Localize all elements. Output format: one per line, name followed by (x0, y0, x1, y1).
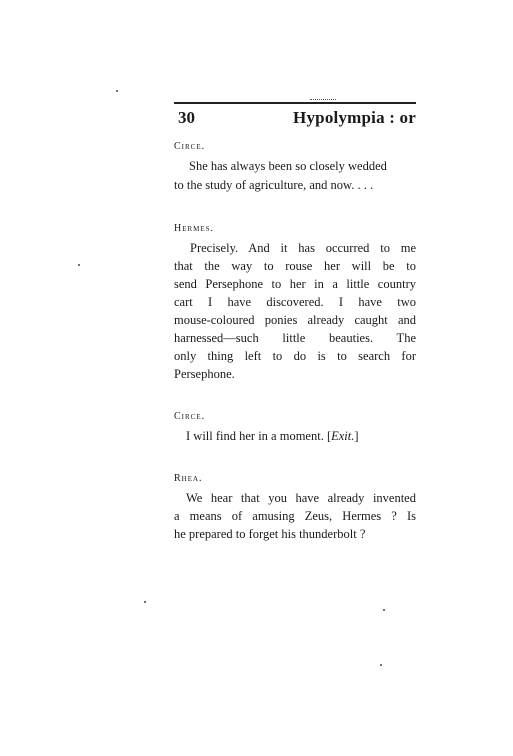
speech-line: cart I have discovered. I have two (174, 295, 416, 309)
bracket-close: ] (354, 429, 359, 443)
speech-line: Persephone. (174, 367, 235, 381)
speech-line: harnessed—such little beauties. The (174, 331, 416, 345)
scan-speck (78, 264, 80, 266)
speech-line: only thing left to do is to search for (174, 349, 416, 363)
scan-speck (116, 90, 118, 92)
speech-line: send Persephone to her in a little country (174, 277, 416, 291)
page-header (174, 106, 416, 130)
speech-line: to the study of agriculture, and now. . . . (174, 178, 374, 192)
speech-line: We hear that you have already invented (186, 491, 416, 505)
page-number: 30 (178, 108, 195, 127)
scan-speck (383, 609, 385, 611)
running-title: Hypolympia : or (293, 108, 416, 127)
stage-direction: Exit. (331, 429, 355, 443)
speech-line: that the way to rouse her will be to (174, 259, 416, 273)
header-rule (174, 102, 416, 104)
header-dotted-rule (310, 99, 336, 101)
speech-line: mouse-coloured ponies already caught and (174, 313, 416, 327)
scan-speck (144, 601, 146, 603)
speaker-circe: Circe. (174, 141, 206, 152)
speech-line: he prepared to forget his thunderbolt ? (174, 527, 366, 541)
speaker-hermes: Hermes. (174, 223, 215, 234)
speaker-rhea: Rhea. (174, 473, 203, 484)
speech-line: She has always been so closely wedded (189, 159, 387, 173)
speaker-circe: Circe. (174, 411, 206, 422)
speech-line: a means of amusing Zeus, Hermes ? Is (174, 509, 416, 523)
scan-speck (380, 664, 382, 666)
speech-text: I will find her in a moment. [ (186, 429, 332, 443)
speech-line (186, 429, 359, 444)
speech-line: Precisely. And it has occurred to me (190, 241, 416, 255)
